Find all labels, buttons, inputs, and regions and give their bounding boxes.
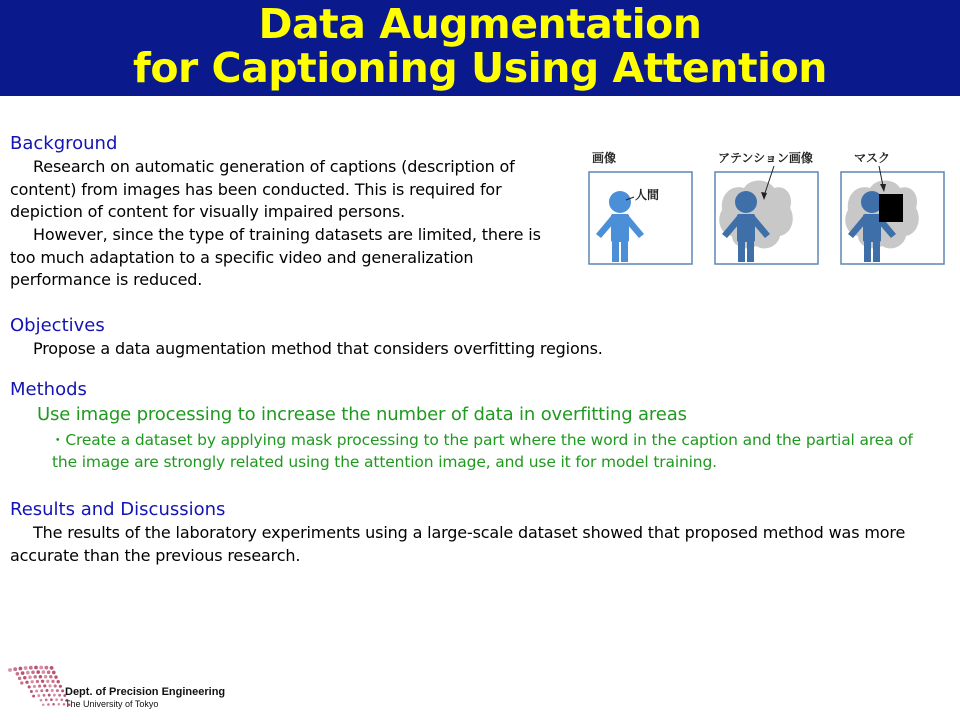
objectives-heading: Objectives bbox=[10, 315, 105, 336]
results-text: The results of the laboratory experiments using a large-scale dataset showed that proposed method was more accurate than the previous research. bbox=[10, 523, 906, 565]
image-panel bbox=[589, 172, 692, 264]
methods-heading: Methods bbox=[10, 379, 87, 400]
panel-2-label: アテンション画像 bbox=[718, 151, 813, 165]
background-paragraph-2: However, since the type of training datasets are limited, there is too much adaptation to a specific video and generalization performance is reduced. bbox=[10, 225, 541, 289]
footer-logo-text bbox=[65, 686, 225, 710]
title-banner bbox=[0, 0, 960, 96]
background-heading: Background bbox=[10, 133, 118, 154]
department-name: Dept. of Precision Engineering bbox=[65, 686, 226, 698]
title-line-1: Data Augmentation bbox=[258, 0, 702, 48]
person-label: 人間 bbox=[635, 188, 660, 202]
university-name: The University of Tokyo bbox=[65, 699, 159, 709]
attention-mask-figure bbox=[582, 142, 952, 272]
panel-1-label: 画像 bbox=[592, 151, 617, 165]
objectives-text: Propose a data augmentation method that considers overfitting regions. bbox=[33, 339, 603, 358]
methods-bullet: ・Create a dataset by applying mask processing to the part where the word in the caption and the partial area of the image are strongly related using the attention image, and use it for model training. bbox=[50, 431, 913, 471]
results-heading: Results and Discussions bbox=[10, 499, 226, 520]
panel-3-label: マスク bbox=[854, 151, 891, 165]
background-paragraph-1: Research on automatic generation of captions (description of content) from images has been conducted. This is required for depiction of content for visually impaired persons. bbox=[10, 157, 515, 221]
methods-main-point: Use image processing to increase the number of data in overfitting areas bbox=[37, 404, 687, 425]
title-line-2: for Captioning Using Attention bbox=[133, 44, 827, 92]
mask-square bbox=[879, 194, 903, 222]
